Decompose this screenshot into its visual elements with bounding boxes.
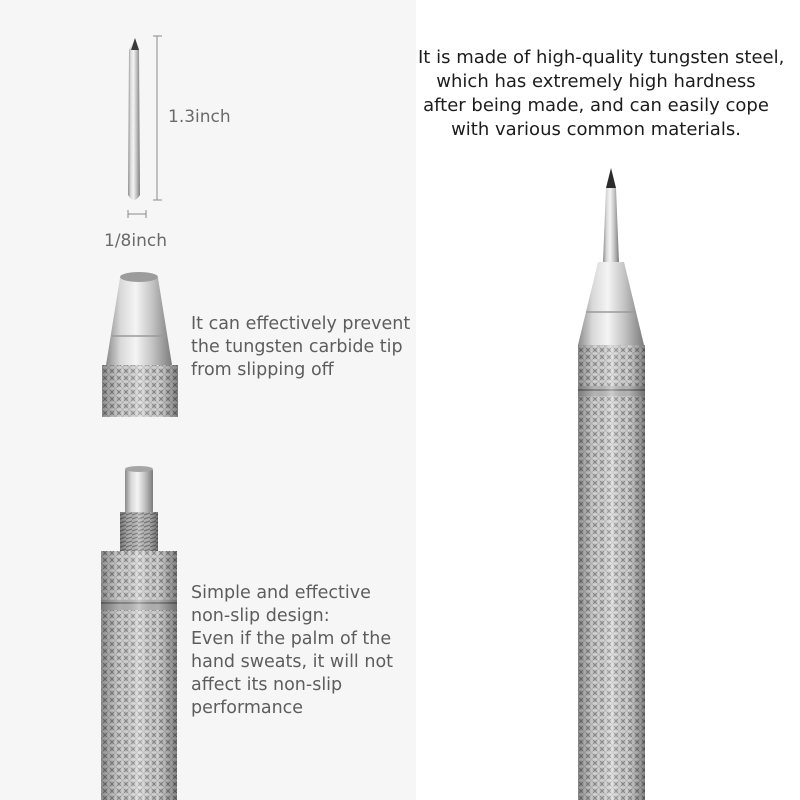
- threaded-grip-image: [101, 466, 177, 800]
- main-description: [418, 46, 785, 142]
- caption-line: non-slip design:: [191, 606, 330, 626]
- height-dimension-label: 1.3inch: [168, 107, 231, 127]
- full-scriber-image: [578, 168, 645, 800]
- description-line: after being made, and can easily cope: [423, 95, 769, 116]
- description-line: with various common materials.: [451, 119, 741, 140]
- cap-caption: [191, 313, 410, 382]
- caption-line: Even if the palm of the: [191, 629, 392, 649]
- description-line: which has extremely high hardness: [436, 71, 756, 92]
- description-line: It is made of high-quality tungsten steel,: [418, 47, 785, 68]
- caption-line: performance: [191, 698, 304, 718]
- grip-caption: [191, 582, 393, 720]
- tip-insert-image: [128, 36, 162, 218]
- caption-line: affect its non-slip: [191, 675, 343, 695]
- caption-line: It can effectively prevent: [191, 314, 411, 334]
- diameter-dimension-label: 1/8inch: [104, 231, 167, 251]
- caption-line: hand sweats, it will not: [191, 652, 394, 672]
- caption-line: the tungsten carbide tip: [191, 337, 403, 357]
- caption-line: from slipping off: [191, 360, 334, 380]
- protective-cap-image: [102, 272, 178, 417]
- caption-line: Simple and effective: [191, 583, 371, 603]
